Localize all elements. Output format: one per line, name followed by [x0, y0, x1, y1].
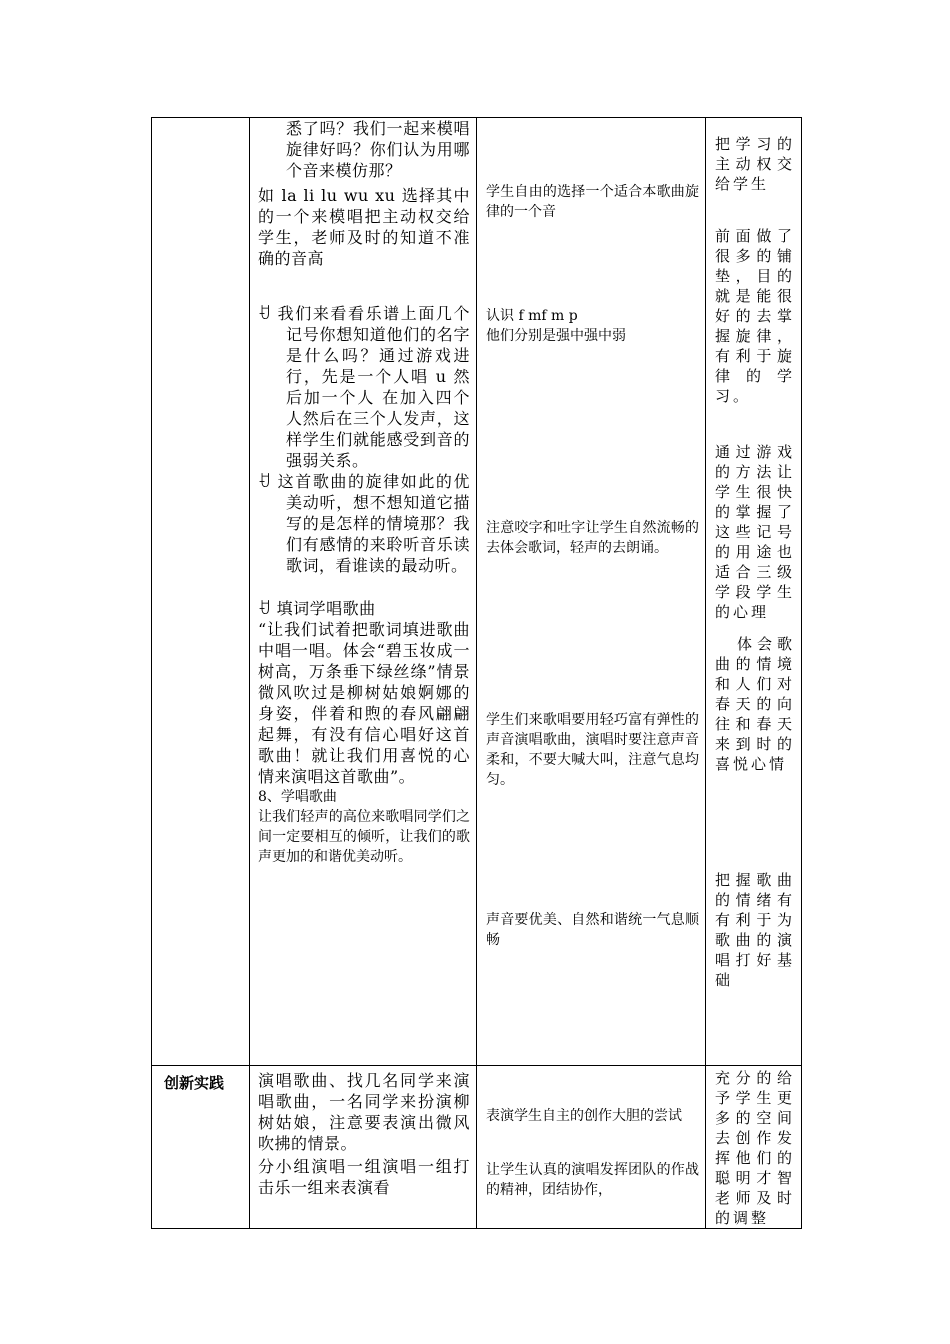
- student-activity-cell: [477, 1066, 706, 1229]
- teacher-activity-cell: [250, 118, 477, 1066]
- teacher-text: ꀀ 我们来看看乐谱上面几个记号你想知道他们的名字是什么吗？通过游戏进行，先是一个人唱 u 然后加一个人 在加入四个人然后在三个人发声，这样学生们就能感受到音的强弱关系。: [258, 304, 470, 470]
- student-text: 让学生认真的演唱发挥团队的作战的精神，团结协作，: [486, 1162, 699, 1198]
- teacher-text: ꀀ 这首歌曲的旋律如此的优美动听，想不想知道它描写的是怎样的情境那？我们有感情的来聆听音乐读歌词，看谁读的最动听。: [258, 472, 470, 575]
- teacher-text: 如 la li lu wu xu 选择其中的一个来模唱把主动权交给学生，老师及时的知道不准确的音高: [258, 186, 470, 268]
- intent-text: 通过游戏的方法让学生很快的掌握了这些记号的用途也适合三级学段学生的心理: [715, 443, 795, 621]
- intent-text: 前面做了很多的铺垫，目的就是能很好的去掌握旋律，有利于旋律的学习。: [715, 227, 795, 405]
- intent-text: 把握歌曲的情绪有有利于为歌曲的演唱打好基础: [715, 871, 795, 989]
- student-text: 声音要优美、自然和谐统一气息顺畅: [486, 912, 699, 948]
- stage-cell: [152, 1066, 250, 1229]
- stage-label: 创新实践: [164, 1074, 225, 1092]
- student-text: 认识 f mf m p: [486, 308, 578, 324]
- teacher-text: 悉了吗？我们一起来模唱旋律好吗？你们认为用哪个音来模仿那？: [286, 119, 470, 180]
- student-activity-cell: [477, 118, 706, 1066]
- teacher-text: ꀀ 填词学唱歌曲: [258, 599, 376, 618]
- table-row: [152, 1066, 802, 1229]
- lesson-plan-table: [151, 117, 802, 1229]
- student-text: 他们分别是强中强中弱: [486, 328, 626, 344]
- student-text: 学生们来歌唱要用轻巧富有弹性的声音演唱歌曲，演唱时要注意声音柔和，不要大喊大叫，注意气息均匀。: [486, 712, 699, 788]
- design-intent-cell: [706, 1066, 802, 1229]
- teacher-text: 分小组演唱一组演唱一组打击乐一组来表演看: [258, 1157, 470, 1197]
- design-intent-cell: [706, 118, 802, 1066]
- student-text: 表演学生自主的创作大胆的尝试: [486, 1108, 682, 1124]
- intent-text: 体会歌曲的情境和人们对春天的向往和春天来到时的喜悦心情: [715, 635, 795, 773]
- stage-cell: [152, 118, 250, 1066]
- table-row: [152, 118, 802, 1066]
- student-text: 学生自由的选择一个适合本歌曲旋律的一个音: [486, 184, 699, 220]
- teacher-text: “让我们试着把歌词填进歌曲中唱一唱。体会“碧玉妆成一树高，万条垂下绿丝绦”情景微风吹过是柳树姑娘婀娜的身姿，伴着和煦的春风翩翩起舞，有没有信心唱好这首歌曲！就让我们用喜悦的心情来演唱这首歌曲”。: [258, 620, 470, 786]
- intent-text: 把学习的主动权交给学生: [715, 135, 795, 193]
- stage-label: [152, 118, 249, 124]
- teacher-text: 让我们轻声的高位来歌唱同学们之间一定要相互的倾听，让我们的歌声更加的和谐优美动听。: [258, 809, 470, 865]
- intent-text: 充分的给予学生更多的空间去创作发挥他们的聪明才智老师及时的调整: [715, 1069, 795, 1227]
- student-text: 注意咬字和吐字让学生自然流畅的去体会歌词，轻声的去朗诵。: [486, 520, 699, 556]
- teacher-text: 演唱歌曲、找几名同学来演唱歌曲，一名同学来扮演柳树姑娘，注意要表演出微风吹拂的情景。: [258, 1071, 470, 1153]
- teacher-heading: 8、学唱歌曲: [258, 789, 337, 805]
- teacher-activity-cell: [250, 1066, 477, 1229]
